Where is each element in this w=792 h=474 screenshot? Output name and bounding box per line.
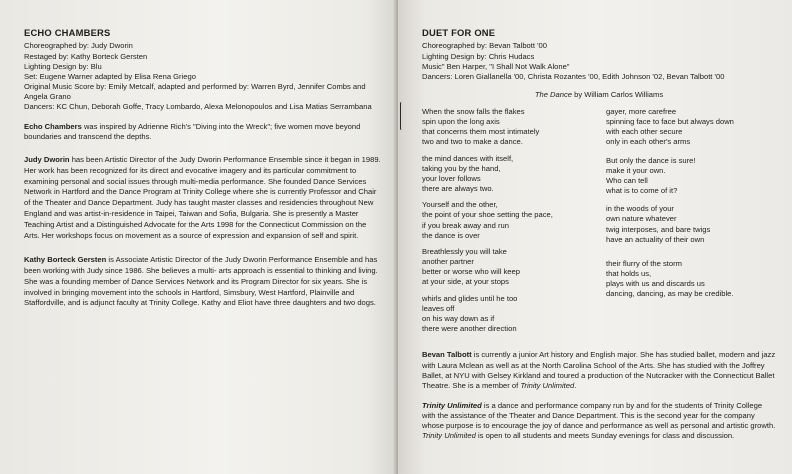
bold-lead: Echo Chambers — [24, 121, 82, 131]
poem-author: by William Carlos Williams — [572, 90, 664, 100]
poem-line: taking you by the hand, — [422, 163, 501, 173]
poem-line: leaves off — [422, 303, 455, 313]
paragraph-text: . — [574, 381, 577, 391]
poem-line: another partner — [422, 257, 474, 267]
poem-line: When the snow falls the flakes — [422, 106, 525, 116]
paragraph-text: was inspired by Adrienne Rich's "Diving into the Wreck"; five women move beyond boundaries and transcend the depths. — [24, 121, 361, 142]
piece-description — [24, 122, 382, 144]
credit-line: Set: Eugene Warner adapted by Elisa Rena Griego — [24, 71, 196, 81]
poem-line: make it your own. — [606, 165, 666, 175]
poem-line: in the woods of your — [606, 204, 674, 214]
italic-company-name: Trinity Unlimited — [422, 431, 476, 441]
credit-line: Choreographed by: Judy Dworin — [24, 41, 133, 51]
piece-title: DUET FOR ONE — [422, 27, 496, 38]
poem-line: there are always two. — [422, 184, 494, 194]
bio-judy-dworin — [24, 155, 382, 241]
poem-line: But only the dance is sure! — [606, 155, 696, 165]
stanza — [422, 294, 590, 335]
bold-lead: Trinity Unlimited — [422, 400, 482, 410]
stanza — [422, 247, 590, 288]
poem-line: that concerns them most intimately — [422, 127, 540, 137]
poem-line: if you break away and run — [422, 220, 509, 230]
poem-line: your lover follows — [422, 173, 481, 183]
credits-list — [24, 41, 382, 112]
bold-lead: Bevan Talbott — [422, 350, 472, 360]
credit-line: Original Music Score by: Emily Metcalf, adapted and performed by: Warren Byrd, Jennifer Combs and Angela Grano — [24, 82, 366, 102]
poem-line: what is to come of it? — [606, 186, 678, 196]
poem-title: The Dance — [534, 90, 572, 100]
bio-bevan-talbott — [422, 350, 776, 391]
poem-line: have an actuality of their own — [606, 234, 705, 244]
poem-line: the point of your shoe setting the pace, — [422, 210, 553, 220]
poem-heading — [422, 90, 776, 101]
poem-line: plays with us and discards us — [606, 279, 705, 289]
credit-line: Music" Ben Harper, "I Shall Not Walk Alone" — [422, 61, 570, 71]
credits-list — [422, 41, 776, 82]
poem-line: at your side, at your stops — [422, 277, 509, 287]
poem-column-right — [604, 107, 774, 340]
poem-line: that holds us, — [606, 269, 652, 279]
credit-line: Lighting Design by: Chris Hudacs — [422, 51, 535, 61]
poem-line: dancing, dancing, as may be credible. — [606, 289, 734, 299]
right-page — [398, 0, 792, 474]
poem-line: Who can tell — [606, 175, 648, 185]
poem-line: the mind dances with itself, — [422, 153, 514, 163]
piece-title: ECHO CHAMBERS — [24, 27, 111, 38]
stanza — [606, 156, 774, 197]
bold-lead: Judy Dworin — [24, 155, 70, 165]
poem — [422, 107, 776, 340]
credit-line: Lighting Design by: Blu — [24, 61, 102, 71]
poem-line: whirls and glides until he too — [422, 293, 518, 303]
poem-line: spin upon the long axis — [422, 116, 500, 126]
bio-kathy-gersten — [24, 255, 382, 309]
poem-line: two and two to make a dance. — [422, 137, 523, 147]
stanza — [606, 107, 774, 148]
poem-column-left — [422, 107, 590, 340]
poem-line: on his way down as if — [422, 313, 495, 323]
credit-line: Dancers: KC Chun, Deborah Goffe, Tracy Lombardo, Alexa Melonopoulos and Lisa Matias Serrambana — [24, 102, 372, 112]
stanza — [422, 200, 590, 241]
stanza — [606, 259, 774, 300]
credit-line: Dancers: Loren Giallanella '00, Christa Rozantes '00, Edith Johnson '02, Bevan Talbott '00 — [422, 71, 725, 81]
poem-line: there were another direction — [422, 324, 517, 334]
poem-line: Breathlessly you will take — [422, 246, 507, 256]
poem-line: the dance is over — [422, 230, 480, 240]
stanza — [606, 204, 774, 245]
company-description — [422, 401, 776, 442]
poem-line: Yourself and the other, — [422, 200, 498, 210]
poem-line: spinning face to face but always down — [606, 116, 734, 126]
stanza — [422, 154, 590, 195]
credit-line: Restaged by: Kathy Borteck Gersten — [24, 51, 148, 61]
bold-lead: Kathy Borteck Gersten — [24, 255, 107, 265]
paragraph-text: has been Artistic Director of the Judy Dworin Performance Ensemble since it began in 1989. Her work has been recognized for its direct and evocative imagery and its particular commitment to examining personal and social issues through multi-media performance. She founded Dance Services Network in Hartford and the Dance Program at Trinity College where she is currently Professor and Chair of the Theater and Dance Department. Judy has taught master classes and residencies throughout New England and was artist-in-residence in Taipei, Taiwan and Sofia, Bulgaria. She is presently a Master Teaching Artist and a Distinguished Advocate for the Arts 1998 for the Connecticut Commission on the Arts. Her workshops focus on movement as a source of expression and expansion of self and spirit. — [24, 155, 381, 240]
credit-line: Choreographed by: Bevan Talbott '00 — [422, 41, 548, 51]
poem-line: with each other secure — [606, 127, 683, 137]
italic-company-name: Trinity Unlimited — [520, 381, 575, 391]
paragraph-text: is open to all students and meets Sunday evenings for class and discussion. — [475, 431, 735, 441]
poem-line: their flurry of the storm — [606, 258, 682, 268]
ink-bracket-mark — [400, 102, 403, 130]
poem-line: better or worse who will keep — [422, 267, 520, 277]
poem-line: twig interposes, and bare twigs — [606, 224, 711, 234]
paragraph-text: is a dance and performance company run by and for the students of Trinity College with the assistance of the Theater and Dance Department. This is the second year for the company whose purpose is to encourage the joy of dance and performance as well as personal and artistic growth. — [422, 400, 776, 431]
poem-line: gayer, more carefree — [606, 106, 677, 116]
stanza — [422, 107, 590, 148]
paragraph-text: is Associate Artistic Director of the Judy Dworin Performance Ensemble and has been working with Judy since 1986. She believes a multi- arts approach is essential to thinking and living. She was a founding member of Dance Services Network and its Program Director for six years. She is involved in bringing movement into the schools in Hartford, Simsbury, West Hartford, Plainville and Staffordville, and is adjunct faculty at Trinity College. Kathy and Eliot have three daughters and two dogs. — [24, 255, 378, 308]
poem-line: own nature whatever — [606, 214, 677, 224]
paragraph-text: is currently a junior Art history and English major. She has studied ballet, modern and jazz with Laura Mclean as well as at the North Carolina School of the Arts. She has studied with the Joffrey Ballet, at NYU with Gelsey Kirkland and toured a production of the Nutcracker with the Connecticut Ballet Theatre. She is a member of — [422, 350, 776, 391]
poem-line: only in each other's arms — [606, 137, 691, 147]
